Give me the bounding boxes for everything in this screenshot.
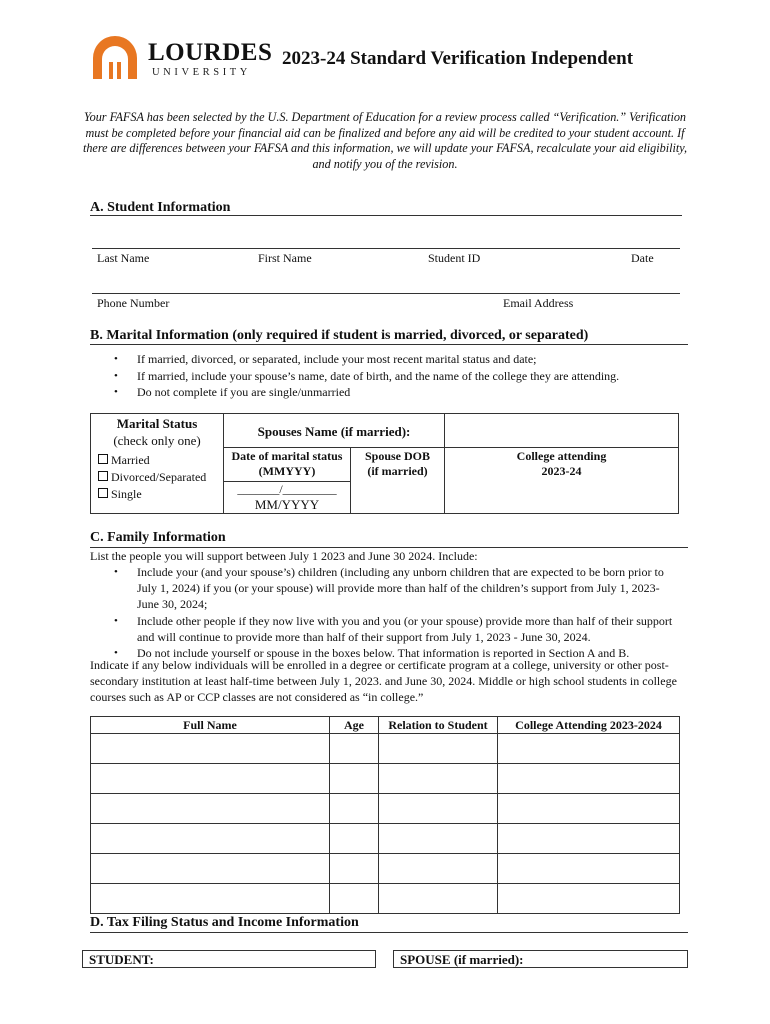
college-cell[interactable] bbox=[498, 884, 680, 914]
name-cell[interactable] bbox=[91, 884, 330, 914]
age-cell[interactable] bbox=[330, 794, 379, 824]
email-label: Email Address bbox=[503, 296, 574, 310]
spouse-college-label: College attending 2023-24 bbox=[516, 449, 607, 478]
family-instructions bbox=[92, 564, 682, 661]
marital-date-format: MM/YYYY bbox=[254, 497, 320, 512]
logo-subtitle: UNIVERSITY bbox=[152, 67, 251, 78]
age-cell[interactable] bbox=[330, 854, 379, 884]
age-cell[interactable] bbox=[330, 764, 379, 794]
list-item: • Do not complete if you are single/unmarried bbox=[92, 384, 692, 401]
first-name-label: First Name bbox=[258, 251, 312, 265]
logo-arch-icon bbox=[90, 34, 146, 80]
list-item: • Include your (and your spouse’s) children (including any unborn children that are expected to be born prior to July 1, 2024) if you (or your spouse) will provide more than half of the children’s support from July 1, 2023- June 30, 2024; bbox=[92, 564, 682, 613]
column-header: College Attending 2023-2024 bbox=[498, 717, 680, 734]
relation-cell[interactable] bbox=[379, 884, 498, 914]
table-row bbox=[91, 734, 680, 764]
college-cell[interactable] bbox=[498, 794, 680, 824]
intro-paragraph: Your FAFSA has been selected by the U.S. Department of Education for a review process called “Verification.” Verification must be completed before your financial aid can be finalized and before any aid will be credited to your student account. If there are differences between your FAFSA and this information, we will update your FAFSA, recalculate your aid eligibility, and notify you of the revision. bbox=[82, 110, 688, 171]
relation-cell[interactable] bbox=[379, 764, 498, 794]
name-cell[interactable] bbox=[91, 824, 330, 854]
marital-instructions bbox=[92, 351, 692, 401]
spouse-name-field[interactable] bbox=[445, 414, 679, 448]
table-row bbox=[91, 824, 680, 854]
section-c-heading: C. Family Information bbox=[90, 530, 226, 545]
age-cell[interactable] bbox=[330, 824, 379, 854]
spouse-dob-cell[interactable] bbox=[351, 448, 445, 514]
relation-cell[interactable] bbox=[379, 794, 498, 824]
family-table bbox=[90, 716, 680, 914]
date-label: Date bbox=[631, 251, 654, 265]
divider bbox=[90, 932, 688, 933]
spouse-name-label: Spouses Name (if married): bbox=[257, 424, 411, 439]
age-cell[interactable] bbox=[330, 734, 379, 764]
list-item: • Do not include yourself or spouse in the boxes below. That information is reported in Section A and B. bbox=[92, 645, 682, 661]
section-d-heading: D. Tax Filing Status and Income Information bbox=[90, 915, 359, 930]
spouse-name-label-cell bbox=[224, 414, 445, 448]
table-row bbox=[91, 794, 680, 824]
section-b-heading: B. Marital Information (only required if student is married, divorced, or separated) bbox=[90, 328, 589, 343]
student-info-line[interactable] bbox=[92, 248, 680, 249]
divider bbox=[90, 215, 682, 216]
name-cell[interactable] bbox=[91, 764, 330, 794]
column-header: Age bbox=[330, 717, 379, 734]
list-item: • If married, divorced, or separated, include your most recent marital status and date; bbox=[92, 351, 692, 368]
marital-status-title: Marital Status bbox=[116, 416, 198, 431]
page-title: 2023-24 Standard Verification Independent bbox=[282, 48, 634, 69]
age-cell[interactable] bbox=[330, 884, 379, 914]
marital-status-cell bbox=[91, 414, 224, 514]
table-row bbox=[91, 884, 680, 914]
marital-date-label: Date of marital status (MMYYY) bbox=[231, 449, 343, 478]
university-logo bbox=[90, 34, 273, 80]
logo-wordmark: LOURDES bbox=[148, 39, 273, 66]
contact-info-line[interactable] bbox=[92, 293, 680, 294]
section-a-heading: A. Student Information bbox=[90, 200, 231, 215]
spouse-tax-box[interactable]: SPOUSE (if married): bbox=[393, 950, 688, 968]
phone-label: Phone Number bbox=[97, 296, 170, 310]
marital-date-cell bbox=[224, 448, 351, 514]
column-header: Full Name bbox=[91, 717, 330, 734]
spouse-dob-label: Spouse DOB (if married) bbox=[364, 449, 431, 478]
checkbox-single[interactable] bbox=[98, 488, 108, 498]
relation-cell[interactable] bbox=[379, 824, 498, 854]
marital-status-sub: (check only one) bbox=[113, 433, 201, 448]
table-row bbox=[91, 854, 680, 884]
list-item: • Include other people if they now live with you and you (or your spouse) provide more than half of their support and will continue to provide more than half of their support from July 1, 2023 - June 30, 2024. bbox=[92, 613, 682, 645]
spouse-college-cell[interactable] bbox=[445, 448, 679, 514]
column-header: Relation to Student bbox=[379, 717, 498, 734]
name-cell[interactable] bbox=[91, 734, 330, 764]
marital-table bbox=[90, 413, 679, 514]
checkbox-married[interactable] bbox=[98, 454, 108, 464]
student-tax-box[interactable]: STUDENT: bbox=[82, 950, 376, 968]
college-cell[interactable] bbox=[498, 764, 680, 794]
option-single[interactable]: Single bbox=[98, 486, 223, 503]
checkbox-divorced[interactable] bbox=[98, 471, 108, 481]
college-cell[interactable] bbox=[498, 854, 680, 884]
student-id-label: Student ID bbox=[428, 251, 481, 265]
last-name-label: Last Name bbox=[97, 251, 150, 265]
list-item: • If married, include your spouse’s name, date of birth, and the name of the college they are attending. bbox=[92, 368, 692, 385]
divider bbox=[90, 344, 688, 345]
name-cell[interactable] bbox=[91, 794, 330, 824]
name-cell[interactable] bbox=[91, 854, 330, 884]
marital-date-field[interactable]: _______/_________ bbox=[237, 482, 337, 496]
relation-cell[interactable] bbox=[379, 734, 498, 764]
college-cell[interactable] bbox=[498, 824, 680, 854]
college-note: Indicate if any below individuals will be enrolled in a degree or certificate program at a college, university or other post-secondary institution at least half-time between July 1, 2023. and June 30, 2024. Middle or high school students in college courses such as AP or CCP classes are not considered as “in college.” bbox=[90, 658, 677, 705]
relation-cell[interactable] bbox=[379, 854, 498, 884]
family-lead: List the people you will support between July 1 2023 and June 30 2024. Include: bbox=[90, 549, 478, 563]
option-married[interactable]: Married bbox=[98, 452, 223, 469]
table-row bbox=[91, 764, 680, 794]
college-cell[interactable] bbox=[498, 734, 680, 764]
option-divorced[interactable]: Divorced/Separated bbox=[98, 469, 223, 486]
